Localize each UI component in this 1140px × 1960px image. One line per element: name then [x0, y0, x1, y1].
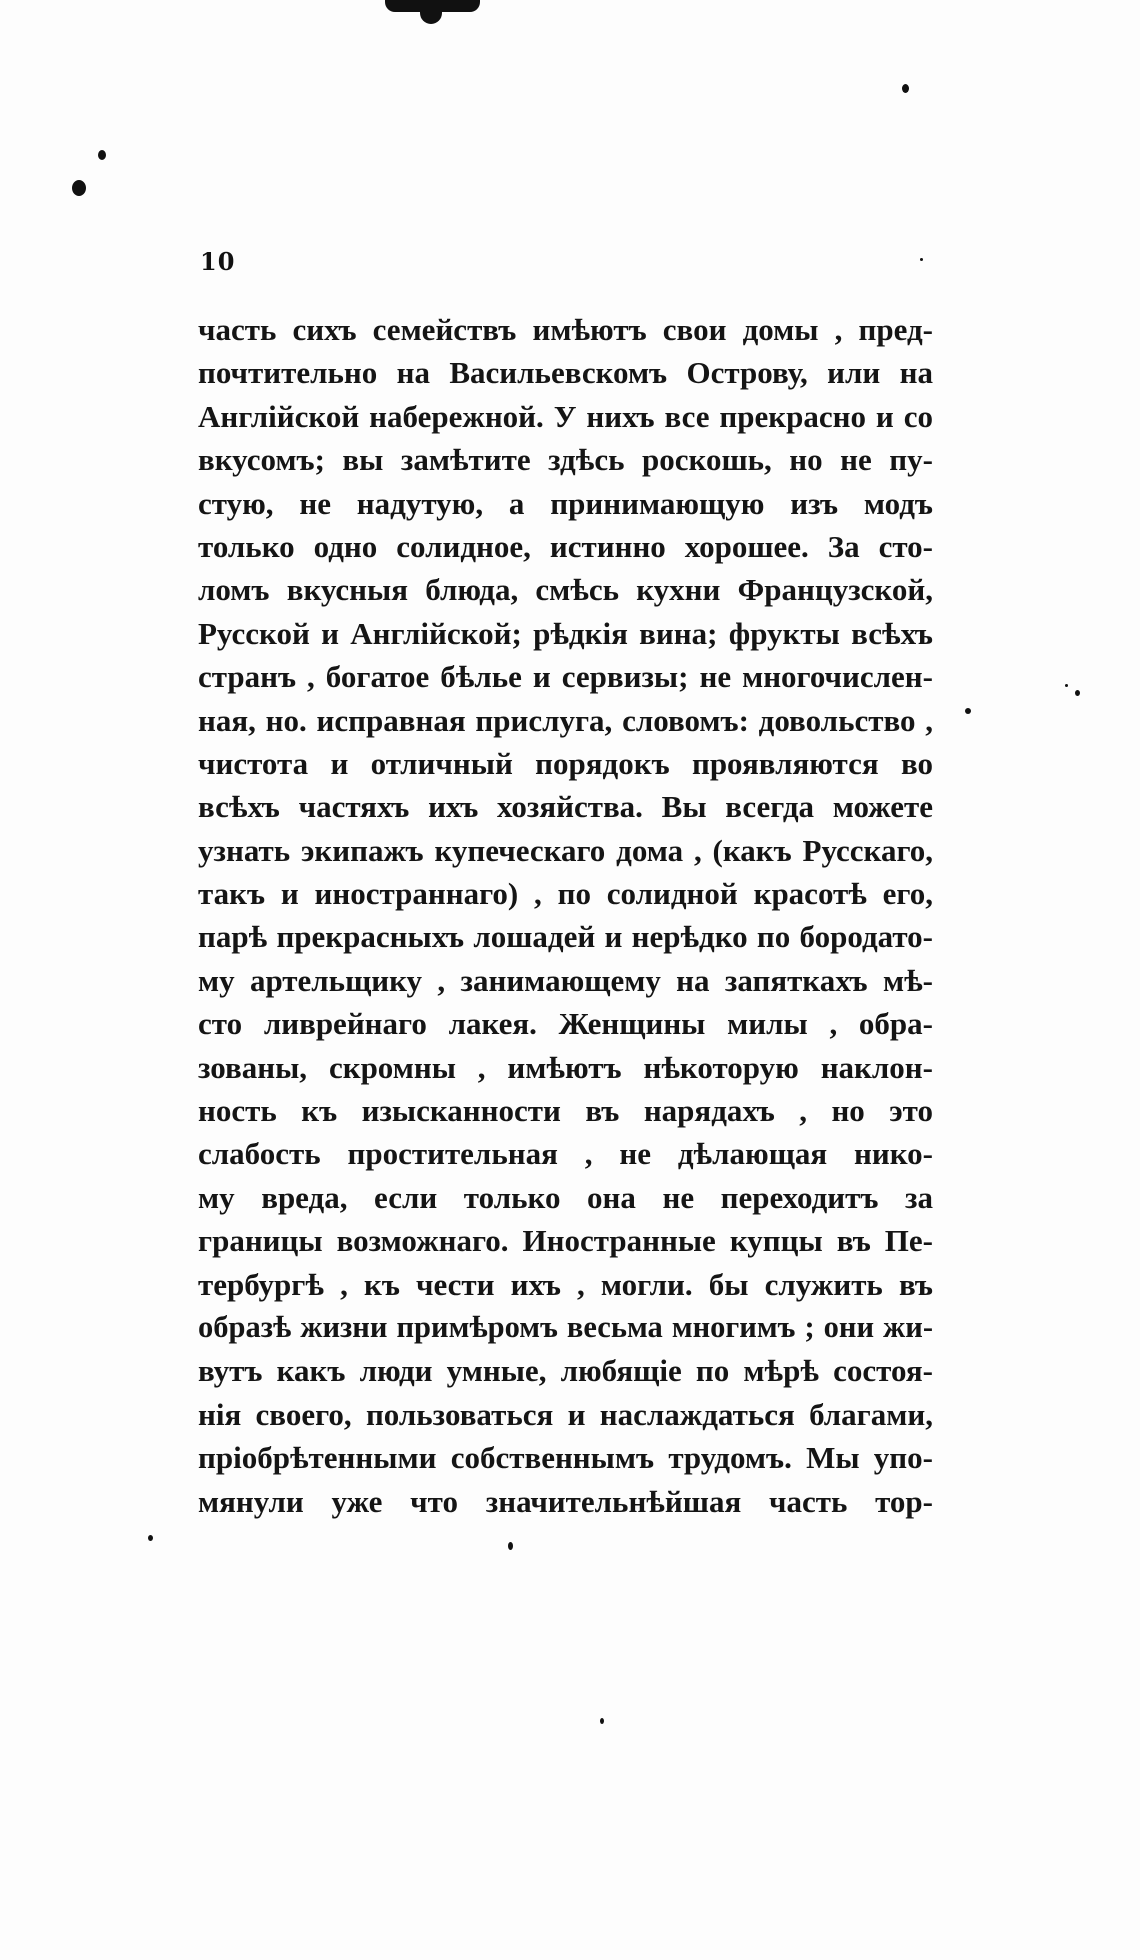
text-line: почтительно на Васильевскомъ Острову, или на: [198, 355, 933, 391]
text-line: Англійской набережной. У нихъ все прекрасно и со: [198, 398, 933, 434]
text-line: всѣхъ частяхъ ихъ хозяйства. Вы всегда можете: [198, 789, 933, 825]
text-line: границы возможнаго. Иностранные купцы въ Пе-: [198, 1223, 933, 1259]
scan-speck: [600, 1718, 604, 1724]
text-line: часть сихъ семействъ имѣютъ свои домы , пред-: [198, 312, 933, 347]
text-line: пріобрѣтенными собственнымъ трудомъ. Мы упо-: [198, 1440, 933, 1476]
text-line: только одно солидное, истинно хорошее. За сто-: [198, 528, 933, 564]
text-line: вкусомъ; вы замѣтите здѣсь роскошь, но не пу-: [198, 442, 933, 478]
text-line: ная, но. исправная прислуга, словомъ: довольство ,: [198, 702, 933, 738]
text-line: тербургѣ , къ чести ихъ , могли. бы служить въ: [198, 1266, 933, 1302]
scan-speck: [148, 1535, 153, 1541]
text-line: стую, не надутую, а принимающую изъ модъ: [198, 485, 933, 521]
text-line: сто ливрейнаго лакея. Женщины милы , обра-: [198, 1006, 933, 1042]
text-line: такъ и иностраннаго) , по солидной красотѣ его,: [198, 876, 933, 912]
text-line: образѣ жизни примѣромъ весьма многимъ ; они жи-: [198, 1309, 933, 1344]
text-line: странъ , богатое бѣлье и сервизы; не многочислен-: [198, 659, 933, 695]
text-line: парѣ прекрасныхъ лошадей и нерѣдко по бородато-: [198, 919, 933, 955]
text-line: чистота и отличный порядокъ проявляются во: [198, 745, 933, 781]
scan-speck: [72, 180, 86, 196]
text-line: ность къ изысканности въ нарядахъ , но это: [198, 1093, 933, 1129]
scan-speck: [965, 708, 971, 714]
scan-speck: [98, 150, 106, 160]
text-line: зованы, скромны , имѣютъ нѣкоторую наклон-: [198, 1049, 933, 1085]
page-number: 10: [200, 247, 236, 276]
text-line: Русской и Англійской; рѣдкія вина; фрукты всѣхъ: [198, 615, 933, 651]
scan-speck: [1075, 690, 1080, 696]
body-text: [198, 308, 933, 1523]
scan-speck: [1065, 684, 1068, 687]
text-line: узнать экипажъ купеческаго дома , (какъ Русскаго,: [198, 832, 933, 868]
ink-blot-top-drip: [420, 0, 442, 24]
text-line: нія своего, пользоваться и наслаждаться благами,: [198, 1396, 933, 1432]
text-line: слабость простительная , не дѣлающая нико-: [198, 1136, 933, 1172]
text-line: му вреда, если только она не переходитъ за: [198, 1179, 933, 1215]
text-line: му артельщику , занимающему на запяткахъ мѣ-: [198, 962, 933, 998]
text-line: ломъ вкусныя блюда, смѣсь кухни Французской,: [198, 572, 933, 608]
scan-speck: [920, 258, 923, 261]
text-line: мянули уже что значительнѣйшая часть тор-: [198, 1483, 933, 1519]
scan-speck: [902, 84, 909, 93]
text-line: вутъ какъ люди умные, любящіе по мѣрѣ состоя-: [198, 1353, 933, 1389]
scan-speck: [508, 1542, 513, 1550]
